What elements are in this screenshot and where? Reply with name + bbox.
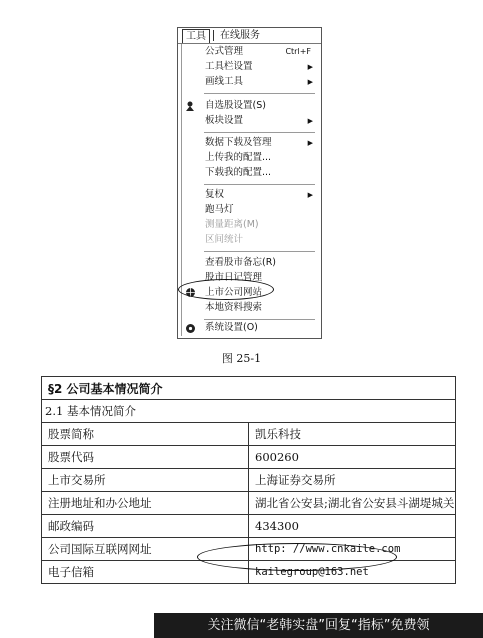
menu-item-upload-config[interactable] — [205, 151, 317, 165]
table-row — [42, 469, 456, 492]
menu-item-label: 区间统计 — [205, 234, 244, 245]
menu-item-label: 数据下载及管理 — [205, 137, 272, 148]
settings-icon — [185, 323, 196, 334]
menu-item-label: 测量距离(M) — [205, 219, 259, 230]
row-key: 公司国际互联网网址 — [42, 538, 249, 561]
menubar-separator — [213, 30, 214, 41]
menu-item-formula[interactable] — [205, 45, 317, 59]
email-link[interactable]: kailegroup@163.net — [249, 561, 456, 584]
menu-item-local-search[interactable] — [205, 301, 317, 315]
menu-item-label: 公式管理 — [205, 46, 244, 57]
submenu-arrow-icon: ▶ — [307, 191, 313, 199]
menu-item-marquee[interactable] — [205, 203, 317, 217]
menu-item-label: 上市公司网站 — [205, 287, 263, 298]
menu-item-label: 查看股市备忘(R) — [205, 257, 277, 268]
table-row — [42, 492, 456, 515]
menu-tools[interactable]: 工具 — [182, 29, 210, 43]
table-row — [42, 423, 456, 446]
menu-separator — [204, 93, 315, 94]
menu-item-label: 系统设置(O) — [205, 322, 258, 333]
menu-separator — [204, 319, 315, 320]
table-row — [42, 515, 456, 538]
menu-item-download[interactable] — [205, 136, 317, 150]
row-key: 上市交易所 — [42, 469, 249, 492]
menu-item-restore[interactable] — [205, 188, 317, 202]
submenu-arrow-icon: ▶ — [307, 139, 313, 147]
menu-separator — [204, 184, 315, 185]
row-key: 股票代码 — [42, 446, 249, 469]
menu-item-label: 本地资料搜索 — [205, 302, 263, 313]
table-row — [42, 377, 456, 400]
menu-separator — [204, 251, 315, 252]
submenu-arrow-icon: ▶ — [307, 117, 313, 125]
menu-item-label: 工具栏设置 — [205, 61, 253, 72]
menu-item-settings[interactable] — [205, 321, 317, 335]
menu-separator — [204, 132, 315, 133]
watchlist-icon — [185, 101, 196, 112]
website-link[interactable]: http: //www.cnkaile.com — [249, 538, 456, 561]
row-key: 股票简称 — [42, 423, 249, 446]
highlight-ellipse — [178, 279, 274, 300]
row-value: 湖北省公安县;湖北省公安县斗湖堤城关 — [249, 492, 456, 515]
menubar — [178, 28, 321, 44]
row-key: 邮政编码 — [42, 515, 249, 538]
row-value: 上海证券交易所 — [249, 469, 456, 492]
table-row — [42, 400, 456, 423]
submenu-arrow-icon: ▶ — [307, 78, 313, 86]
row-value: 凯乐科技 — [249, 423, 456, 446]
menu-item-label: 板块设置 — [205, 115, 244, 126]
subsection-title: 2.1 基本情况简介 — [42, 400, 456, 423]
menu-item-label: 跑马灯 — [205, 204, 234, 215]
row-value: 600260 — [249, 446, 456, 469]
menu-item-watchlist[interactable] — [205, 99, 317, 113]
menu-item-label: 复权 — [205, 189, 225, 200]
section-title: §2 公司基本情况简介 — [42, 377, 456, 400]
row-key: 注册地址和办公地址 — [42, 492, 249, 515]
menu-item-label: 上传我的配置... — [205, 152, 272, 163]
menu-item-label: 自选股设置(S) — [205, 100, 266, 111]
row-value: 434300 — [249, 515, 456, 538]
row-key: 电子信箱 — [42, 561, 249, 584]
menu-item-sector[interactable] — [205, 114, 317, 128]
menu-online-service[interactable]: 在线服务 — [220, 30, 260, 41]
menu-item-download-config[interactable] — [205, 166, 317, 180]
menu-item-label: 下载我的配置... — [205, 167, 272, 178]
figure-caption: 图 25-1 — [221, 352, 262, 365]
menu-item-memo[interactable] — [205, 256, 317, 270]
menu-item-measure — [205, 218, 317, 232]
submenu-arrow-icon: ▶ — [307, 63, 313, 71]
highlight-ellipse — [197, 543, 397, 571]
menu-item-toolbar[interactable] — [205, 60, 317, 74]
menu-item-label: 股市日记管理 — [205, 272, 263, 283]
menu-item-interval — [205, 233, 317, 247]
table-row — [42, 446, 456, 469]
watermark-banner: 关注微信“老韩实盘”回复“指标”免费领 — [154, 613, 483, 638]
shortcut-label: Ctrl+F — [285, 47, 311, 56]
menu-item-label: 画线工具 — [205, 76, 244, 87]
menu-item-draw[interactable] — [205, 75, 317, 89]
